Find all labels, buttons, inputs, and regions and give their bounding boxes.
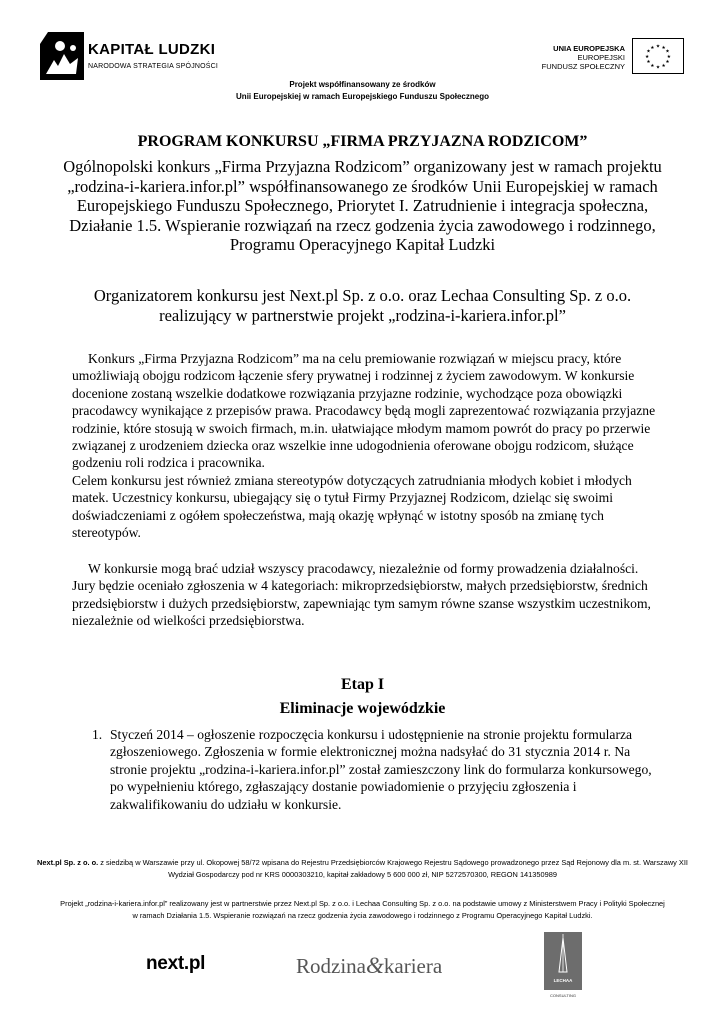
goal-paragraph bbox=[72, 350, 662, 541]
lechaa-logo-label: LECHAA bbox=[553, 978, 573, 983]
next-pl-logo: next.pl bbox=[146, 953, 206, 974]
svg-text:★: ★ bbox=[665, 60, 670, 66]
participation-paragraph: W konkursie mogą brać udział wszyscy pracodawcy, niezależnie od formy prowadzenia działalności. Jury będzie oceniało zgłoszenia w 4 kategoriach: mikroprzedsiębiorstw, małych przedsiębiorstw, średnich przedsiębiorstw i dużych przedsiębiorstw, zapewniając tym samym równe szanse wszystkim uczestnikom, niezależnie od wielkości przedsiębiorstwa. bbox=[72, 561, 651, 629]
rodzina-logo-word: Rodzina bbox=[296, 954, 366, 978]
svg-text:★: ★ bbox=[646, 60, 651, 66]
kapital-ludzki-subtitle: NARODOWA STRATEGIA SPÓJNOŚCI bbox=[88, 63, 219, 70]
svg-text:★: ★ bbox=[665, 49, 670, 55]
svg-text:★: ★ bbox=[650, 45, 655, 51]
document-title: PROGRAM KONKURSU „FIRMA PRZYJAZNA RODZICOM” bbox=[137, 133, 588, 150]
goal-paragraph-part-1: Konkurs „Firma Przyjazna Rodzicom” ma na celu premiowanie rozwiązań w miejscu pracy, które umożliwiają obojgu rodzicom łączenie sfery prywatnej i rodzinnej z życiem zawodowym. W konkursie docenione zostaną wszelkie dodatkowe rozwiązania przyjazne rodzinie, wychodzące poza obowiązki pracodawcy wynikające z przepisów prawa. Pracodawcy będą mogli zaprezentować rozwiązania przyjazne rodzinie, które stosują w swoich firmach, m.in. ułatwiające młodym mamom powrót do pracy po przerwie związanej z urodzeniem dziecka oraz wszelkie inne udogodnienia oferowane obojgu rodzicom, służące godzeniu roli rodzica i pracownika. bbox=[72, 351, 656, 471]
kariera-logo-word: kariera bbox=[383, 954, 443, 978]
company-name: Next.pl Sp. z o. o. bbox=[37, 858, 99, 867]
organizer-paragraph: Organizatorem konkursu jest Next.pl Sp. z o.o. oraz Lechaa Consulting Sp. z o.o. realizujący w partnerstwie projekt „rodzina-i-kariera.infor.pl” bbox=[93, 286, 632, 325]
ue-label bbox=[542, 44, 625, 71]
svg-text:★: ★ bbox=[661, 63, 666, 69]
svg-text:★: ★ bbox=[666, 54, 671, 60]
svg-text:★: ★ bbox=[661, 45, 666, 51]
svg-text:★: ★ bbox=[655, 44, 661, 50]
lechaa-logo-sublabel: CONSULTING bbox=[550, 993, 576, 998]
svg-text:★: ★ bbox=[646, 49, 651, 55]
svg-text:★: ★ bbox=[645, 54, 650, 60]
list-item-number: 1. bbox=[92, 727, 103, 742]
stage-subtitle: Eliminacje wojewódzkie bbox=[279, 700, 446, 717]
ue-line-2: EUROPEJSKI bbox=[577, 53, 625, 62]
ue-line-1: UNIA EUROPEJSKA bbox=[553, 44, 625, 53]
ue-line-3: FUNDUSZ SPOŁECZNY bbox=[541, 62, 625, 71]
lechaa-tower-icon bbox=[544, 932, 582, 978]
project-note: Projekt „rodzina-i-kariera.infor.pl” realizowany jest w partnerstwie przez Next.pl Sp. z o.o. i Lechaa Consulting Sp. z o.o. na podstawie umowy z Ministerstwem Pracy i Polityki Społecznej w ramach Działania 1.5. Wspieranie rozwiązań na rzecz godzenia życia zawodowego i rodzinnego z Programu Operacyjnego Kapitał Ludzki. bbox=[60, 899, 665, 920]
cofinance-note bbox=[0, 79, 725, 103]
goal-paragraph-part-2: Celem konkursu jest również zmiana stereotypów dotyczących zatrudniania młodych kobiet i młodych matek. Uczestnicy konkursu, ubiegający się o tytuł Firmy Przyjaznej Rodzicom, dzieląc się swoimi doświadczeniami z ogółem społeczeństwa, mają okazję wpłynąć w istotny sposób na zmianę tych stereotypów. bbox=[72, 472, 632, 541]
list-item-text: Styczeń 2014 – ogłoszenie rozpoczęcia konkursu i udostępnienie na stronie projektu formularza zgłoszeniowego. Zgłoszenia w formie elektronicznej można nadsyłać do 31 stycznia 2014 r. Na stronie projektu „rodzina-i-kariera.infor.pl” został zamieszczony link do formularza konkursowego, po wypełnieniu którego, zgłaszający dostanie powiadomienie o przyjęciu zgłoszenia i zakwalifikowaniu do udziału w konkursie. bbox=[110, 727, 652, 812]
rodzina-logo-amp: & bbox=[365, 953, 384, 978]
intro-paragraph: Ogólnopolski konkurs „Firma Przyjazna Rodzicom” organizowany jest w ramach projektu „rodzina-i-kariera.infor.pl” współfinansowanego ze środków Unii Europejskiej w ramach Europejskiego Funduszu Społecznego, Priorytet I. Zatrudnienie i integracja społeczna, Działanie 1.5. Wspieranie rozwiązań na rzecz godzenia życia zawodowego i rodzinnego, Programu Operacyjnego Kapitał Ludzki bbox=[63, 157, 662, 254]
list-item bbox=[92, 726, 662, 813]
kapital-ludzki-logo-icon bbox=[38, 30, 86, 82]
rodzina-kariera-logo bbox=[296, 953, 442, 979]
kapital-ludzki-title: KAPITAŁ LUDZKI bbox=[88, 41, 216, 58]
cofinance-line-1: Projekt współfinansowany ze środków bbox=[289, 80, 436, 89]
stage-title: Etap I bbox=[340, 676, 385, 693]
company-info bbox=[30, 857, 695, 880]
eu-flag-icon bbox=[632, 38, 684, 74]
svg-text:★: ★ bbox=[655, 65, 661, 71]
cofinance-line-2: Unii Europejskiej w ramach Europejskiego Funduszu Społecznego bbox=[236, 92, 489, 101]
company-details: z siedzibą w Warszawie przy ul. Okopowej 58/72 wpisana do Rejestru Przedsiębiorców Krajowego Rejestru Sądowego prowadzonego przez Sąd Rejonowy dla m. st. Warszawy XII Wydział Gospodarczy pod nr KRS 0000303210, kapitał zakładowy 5 600 000 zł, NIP 5272570300, REGON 141350989 bbox=[98, 858, 688, 879]
svg-text:★: ★ bbox=[650, 63, 655, 69]
